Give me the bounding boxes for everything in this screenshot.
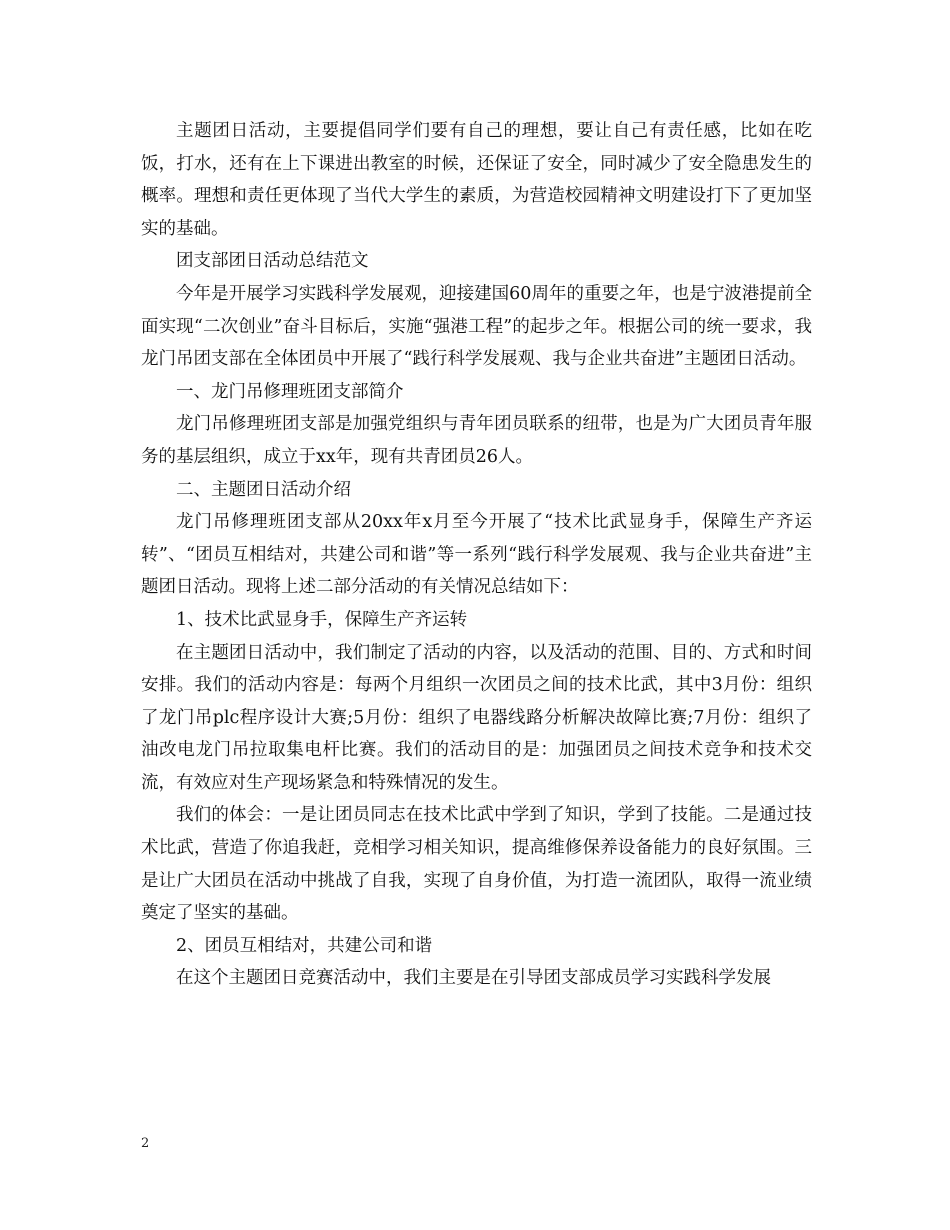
- heading-branch-profile: 一、龙门吊修理班团支部简介: [176, 381, 404, 402]
- document-body: [141, 115, 812, 995]
- paragraph-branch-profile: 龙门吊修理班团支部是加强党组织与青年团员联系的纽带，也是为广大团员青年服务的基层组织，成立于xx年，现有共青团员26人。: [141, 414, 812, 467]
- heading-technical-competition: 1、技术比武显身手，保障生产齐运转: [176, 609, 468, 630]
- paragraph-member-pairing: 在这个主题团日竞赛活动中，我们主要是在引导团支部成员学习实践科学发展: [176, 968, 771, 989]
- paragraph-activity-intro: 龙门吊修理班团支部从20xx年x月至今开展了“技术比武显身手，保障生产齐运转”、“团员互相结对，共建公司和谐”等一系列“践行科学发展观、我与企业共奋进”主题团日活动。现将上述二部分活动的有关情况总结如下：: [141, 512, 812, 598]
- paragraph-experience: 我们的体会：一是让团员同志在技术比武中学到了知识，学到了技能。二是通过技术比武，营造了你追我赶，竞相学习相关知识，提高维修保养设备能力的良好氛围。三是让广大团员在活动中挑战了自我，实现了自身价值，为打造一流团队，取得一流业绩奠定了坚实的基础。: [141, 805, 812, 924]
- paragraph-introduction: 今年是开展学习实践科学发展观，迎接建国60周年的重要之年，也是宁波港提前全面实现“二次创业”奋斗目标后，实施“强港工程”的起步之年。根据公司的统一要求，我龙门吊团支部在全体团员中开展了“践行科学发展观、我与企业共奋进”主题团日活动。: [141, 283, 812, 370]
- page-number: 2: [141, 1136, 150, 1151]
- section-title-sample: 团支部团日活动总结范文: [176, 251, 369, 272]
- heading-member-pairing: 2、团员互相结对，共建公司和谐: [176, 935, 433, 956]
- heading-activity-intro: 二、主题团日活动介绍: [176, 479, 351, 500]
- paragraph-activity-summary: 主题团日活动，主要提倡同学们要有自己的理想，要让自己有责任感，比如在吃饭，打水，还有在上下课进出教室的时候，还保证了安全，同时减少了安全隐患发生的概率。理想和责任更体现了当代大学生的素质，为营造校园精神文明建设打下了更加坚实的基础。: [141, 121, 812, 239]
- paragraph-technical-competition: 在主题团日活动中，我们制定了活动的内容，以及活动的范围、目的、方式和时间安排。我们的活动内容是：每两个月组织一次团员之间的技术比武，其中3月份：组织了龙门吊plc程序设计大赛;5月份：组织了电器线路分析解决故障比赛;7月份：组织了油改电龙门吊拉取集电杆比赛。我们的活动目的是：加强团员之间技术竞争和技术交流，有效应对生产现场紧急和特殊情况的发生。: [141, 642, 812, 793]
